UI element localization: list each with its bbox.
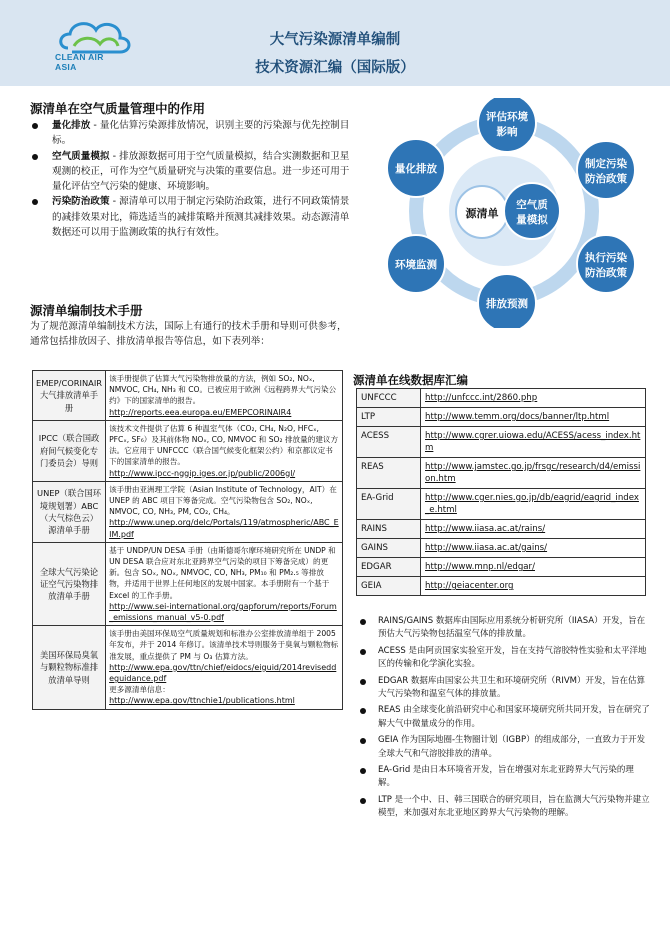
manual-desc: 基于 UNDP/UN DESA 手册（由斯德哥尔摩环境研究所在 UNDP 和 UN DESA 联合应对东北亚跨界空气污染的项目下筹备完成）的更新。包含 SOₓ, NOₓ, NMVOC, CO, NH₃, PM₁₀ 和 PM₂.₅ 等排放物，并适用于世界上任何地区的发展中国家。本手册附有一个基于 Excel 的工作手册。 (109, 545, 336, 600)
manual-name: IPCC（联合国政府间气候变化专门委员会）导则 (33, 420, 106, 481)
note-text: REAS 由全球变化前沿研究中心和国家环境研究所共同开发，旨在研究了解大气中微量成分的作用。 (378, 705, 650, 729)
db-url[interactable]: http://geiacenter.org (421, 577, 646, 596)
table-row (357, 408, 646, 427)
table-row (33, 371, 343, 421)
db-url[interactable]: http://www.mnp.nl/edgar/ (421, 558, 646, 577)
note-text: LTP 是一个中、日、韩三国联合的研究项目，旨在监测大气污染物并建立模型，来加强对东北亚地区跨界大气污染物的理解。 (378, 794, 650, 819)
bullet-icon (360, 738, 366, 744)
node-label: 制定污染 (585, 158, 627, 170)
manual-desc: 该手册由亚洲理工学院（Asian Institute of Technology，AIT）在 UNEP 的 ABC 项目下筹备完成。空气污染物包含 SO₂, NOₓ, NMVOC, CO, NH₃, PM, CO₂, CH₄。 (109, 484, 337, 517)
role-bullet (30, 118, 350, 149)
node-label: 环境监测 (395, 259, 437, 271)
role-bullet (30, 149, 350, 195)
list-item (360, 764, 650, 791)
table-row (33, 481, 343, 542)
db-name: RAINS (357, 520, 421, 539)
manual-link[interactable]: http://www.ipcc-nggip.iges.or.jp/public/2006gl/ (109, 468, 296, 478)
manual-link[interactable]: http://reports.eea.europa.eu/EMEPCORINAIR4 (109, 407, 292, 417)
methods-section-title: 源清单编制技术手册 (30, 303, 143, 318)
page-title-line1: 大气污染源清单编制 (269, 32, 401, 48)
note-text: EA-Grid 是由日本环境省开发，旨在增强对东北亚跨界大气污染的理解。 (378, 765, 634, 789)
inner-label-modeling-1: 空气质 (516, 199, 548, 211)
manual-cell (106, 626, 343, 709)
bullet-lead: 量化排放 (52, 120, 91, 131)
manual-name: 全球大气污染论证空气污染物排放清单手册 (33, 542, 106, 625)
manual-cell (106, 371, 343, 421)
role-bullet (30, 194, 350, 240)
db-url[interactable]: http://www.temm.org/docs/banner/ltp.html (421, 408, 646, 427)
note-text: GEIA 作为国际地圈-生物圈计划（IGBP）的组成部分，一直致力于开发全球大气和气溶胶排放的清单。 (378, 735, 646, 759)
database-notes-list (360, 615, 650, 824)
db-url[interactable]: http://unfccc.int/2860.php (421, 389, 646, 408)
list-item (360, 794, 650, 821)
list-item (360, 734, 650, 761)
table-row (357, 427, 646, 458)
db-url[interactable]: http://www.iiasa.ac.at/gains/ (421, 539, 646, 558)
db-url[interactable]: http://www.iiasa.ac.at/rains/ (421, 520, 646, 539)
header-banner (0, 0, 670, 86)
table-row (357, 489, 646, 520)
node-make-policy (577, 141, 635, 199)
bullet-lead: 污染防治政策 (52, 196, 110, 208)
db-name: EA-Grid (357, 489, 421, 520)
table-row (33, 420, 343, 481)
bullet-icon (32, 123, 38, 129)
node-label: 影响 (496, 126, 518, 138)
list-item (360, 645, 650, 672)
bullet-lead: 空气质量模拟 (52, 150, 110, 162)
db-name: GAINS (357, 539, 421, 558)
logo-line1: CLEAN AIR (55, 52, 104, 62)
manual-desc: 该手册由美国环保局空气质量规划和标准办公室排放清单组于 2005 年发布，并于 2014 年修订。该清单技术导则服务于臭氧与颗粒物标准发展，重点提供了 PM 与 O₃ 估算方法。 (109, 629, 339, 661)
db-url[interactable]: http://www.jamstec.go.jp/frsgc/research/d4/emission.htm (421, 458, 646, 489)
table-row (357, 577, 646, 596)
bullet-icon (360, 619, 366, 625)
page-title-line2: 技术资源汇编（国际版） (255, 60, 415, 76)
bullet-icon (32, 199, 38, 205)
db-name: ACESS (357, 427, 421, 458)
role-section-title: 源清单在空气质量管理中的作用 (30, 101, 206, 116)
more-info-label: 更多源清单信息： (109, 685, 170, 695)
table-row (357, 520, 646, 539)
bullet-text: - 排放源数据可用于空气质量模拟，结合实测数据和卫星观测的校正，可作为空气质量研究与决策的重要信息。进一步还可用于量化评估空气污染的健康、环境影响。 (52, 150, 350, 193)
db-name: REAS (357, 458, 421, 489)
note-text: RAINS/GAINS 数据库由国际应用系统分析研究所（IIASA）开发，旨在预估大气污染物包括温室气体的排放量。 (378, 616, 646, 640)
bullet-icon (32, 154, 38, 160)
manual-cell (106, 420, 343, 481)
manual-cell (106, 542, 343, 625)
bullet-icon (360, 798, 366, 804)
manual-desc: 该技术文件提供了估算 6 种温室气体（CO₂, CH₄, N₂O, HFCₓ, PFCₓ, SF₆）及其前体物 NOₓ, CO, NMVOC 和 SO₂ 排放量的建议方法。它应用于 UNFCCC（联合国气候变化框架公约）和京都议定书下的国家清单的报告。 (109, 423, 339, 467)
db-name: GEIA (357, 577, 421, 596)
list-item (360, 704, 650, 731)
db-url[interactable]: http://www.cger.nies.go.jp/db/eagrid/eagrid_index_e.html (421, 489, 646, 520)
bullet-icon (360, 679, 366, 685)
table-row (33, 542, 343, 625)
bullet-icon (360, 708, 366, 714)
databases-table (356, 388, 646, 596)
logo-line2: ASIA (55, 62, 77, 72)
role-bullet-list (30, 118, 350, 240)
bullet-icon (360, 649, 366, 655)
table-row (33, 626, 343, 709)
more-info-link[interactable]: http://www.epa.gov/ttnchie1/publications.html (109, 696, 295, 706)
databases-section-title: 源清单在线数据库汇编 (353, 373, 468, 387)
manual-desc: 该手册提供了估算大气污染物排放量的方法，例如 SO₂, NOₓ, NMVOC, CH₄, NH₃ 和 CO。已被应用于欧洲《远程跨界大气污染公约》下的国家清单的报告。 (109, 374, 337, 406)
manuals-table (32, 370, 343, 710)
node-label: 量化排放 (395, 163, 437, 175)
node-assess-impact (478, 98, 536, 152)
node-label: 防治政策 (585, 267, 627, 279)
note-text: ACESS 是由阿贡国家实验室开发，旨在支持气溶胶特性实验和太平洋地区的传输和化学演化实验。 (378, 645, 647, 670)
manual-link[interactable]: http://www.epa.gov/ttn/chief/eidocs/eiguid/2014reviseddeguidance.pdf (109, 662, 337, 684)
inner-label-modeling-2: 量模拟 (516, 214, 548, 226)
inner-node-modeling (504, 183, 560, 239)
list-item (360, 675, 650, 702)
node-label: 防治政策 (585, 173, 627, 185)
methods-intro: 为了规范源清单编制技术方法，国际上有通行的技术手册和导则可供参考，通常包括排放因子、排放清单报告等信息，如下表列举： (30, 321, 347, 347)
manual-name: EMEP/CORINAIR 大气排放清单手册 (33, 371, 106, 421)
node-label: 评估环境 (486, 111, 528, 123)
manual-cell (106, 481, 343, 542)
table-row (357, 458, 646, 489)
node-label: 执行污染 (585, 252, 627, 264)
db-name: UNFCCC (357, 389, 421, 408)
bullet-icon (360, 768, 366, 774)
node-label: 排放预测 (486, 298, 528, 310)
note-text: EDGAR 数据库由国家公共卫生和环境研究所（RIVM）开发，旨在估算大气污染物和温室气体的排放量。 (378, 675, 645, 700)
inner-label-inventory: 源清单 (465, 207, 499, 220)
bullet-text: - 量化估算污染源排放情况，识别主要的污染源与优先控制目标。 (52, 120, 350, 147)
db-name: LTP (357, 408, 421, 427)
table-row (357, 539, 646, 558)
manual-name: 美国环保局臭氧与颗粒物标准排放清单导则 (33, 626, 106, 709)
bullet-text: - 源清单可以用于制定污染防治政策，进行不同政策情景的减排效果对比，筛选适当的减排策略并预测其减排效果。动态源清单数据还可以用于监测政策的执行有效性。 (52, 196, 350, 239)
db-url[interactable]: http://www.cgrer.uiowa.edu/ACESS/acess_index.htm (421, 427, 646, 458)
manual-link[interactable]: http://www.sei-international.org/gapforum/reports/Forum_emissions_manual_v5-0.pdf (109, 601, 337, 623)
list-item (360, 615, 650, 642)
logo-text (55, 52, 104, 72)
table-row (357, 389, 646, 408)
db-name: EDGAR (357, 558, 421, 577)
manual-name: UNEP（联合国环境规划署）ABC（大气棕色云）源清单手册 (33, 481, 106, 542)
manual-link[interactable]: http://www.unep.org/delc/Portals/119/atmospheric/ABC_EIM.pdf (109, 518, 339, 539)
table-row (357, 558, 646, 577)
cycle-diagram (372, 98, 652, 328)
node-implement-policy (577, 235, 635, 293)
